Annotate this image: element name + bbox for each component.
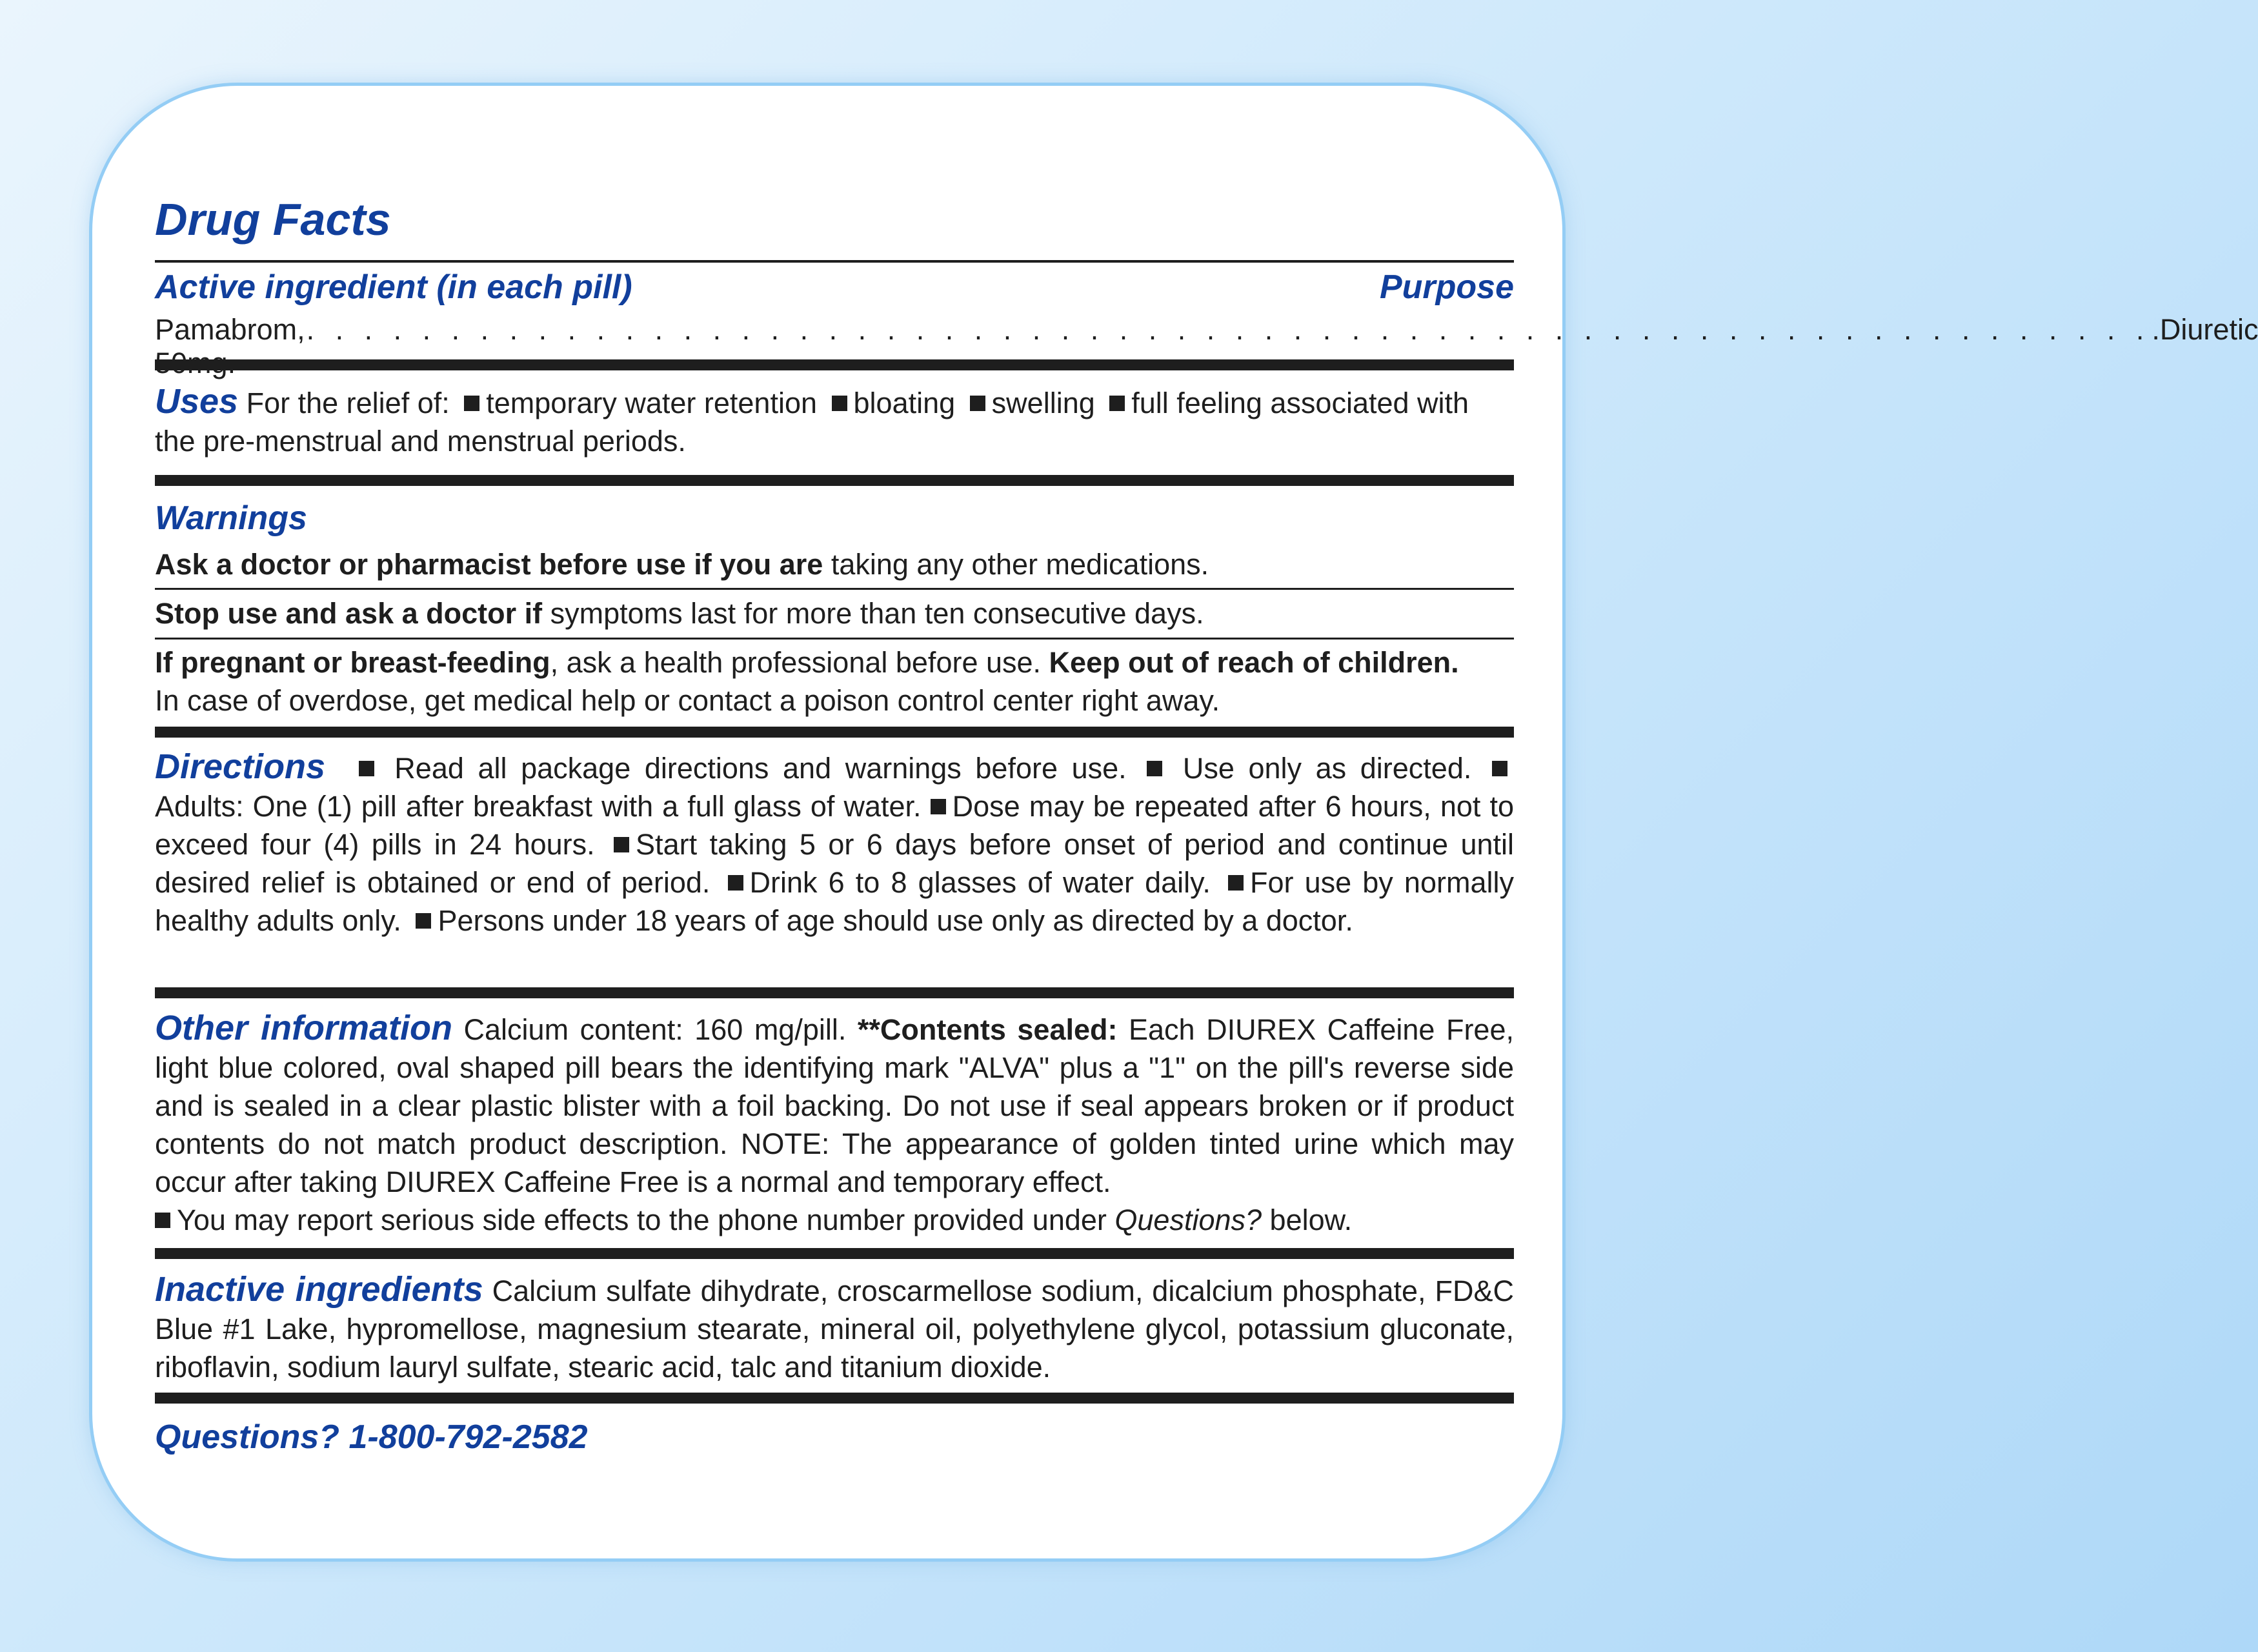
uses-item: swelling bbox=[991, 387, 1095, 419]
contents-sealed-text: Each DIUREX Caffeine Free, light blue colored, oval shaped pill bears the identifying mark "ALVA" plus a "1" on the pill's reverse side and is sealed in a clear plastic blister with a foil backing. Do not use if seal appears broken or if product contents do not match product description. NOTE: The appearance of golden tinted urine which may occur after taking DIUREX Caffeine Free is a normal and temporary effect. bbox=[155, 1013, 1514, 1198]
bullet-square-icon bbox=[464, 396, 479, 411]
drug-facts-card bbox=[89, 83, 2258, 1562]
purpose-heading: Purpose bbox=[1379, 268, 1514, 306]
uses-item: full feeling associated with the pre-menstrual and menstrual periods. bbox=[155, 387, 1469, 458]
report-text: You may report serious side effects to the phone number provided under bbox=[177, 1204, 1115, 1236]
bullet-square-icon bbox=[931, 799, 946, 814]
bullet-square-icon bbox=[728, 875, 743, 891]
directions-heading: Directions bbox=[155, 747, 326, 786]
warnings-heading: Warnings bbox=[155, 499, 307, 537]
other-information-section bbox=[155, 1009, 1514, 1239]
other-information-heading: Other information bbox=[155, 1009, 453, 1047]
warning-keep-bold: Keep out of reach of children. bbox=[1049, 646, 1459, 679]
section-divider bbox=[155, 1393, 1514, 1404]
directions-item: Start taking 5 or 6 days before onset of period and continue until desired relief is obtained or end of period. bbox=[155, 828, 1515, 899]
warning-overdose-text: In case of overdose, get medical help or contact a poison control center right away. bbox=[155, 684, 1220, 717]
bullet-square-icon bbox=[359, 761, 374, 776]
directions-section bbox=[155, 748, 1514, 940]
ingredient-name: Pamabrom, bbox=[155, 313, 305, 346]
warning-stop-bold: Stop use and ask a doctor if bbox=[155, 597, 543, 630]
warning-ask-text: taking any other medications. bbox=[823, 548, 1209, 581]
warning-ask-doctor bbox=[155, 545, 1514, 583]
inactive-ingredients-section bbox=[155, 1271, 1514, 1386]
section-divider bbox=[155, 987, 1514, 998]
warning-stop-use bbox=[155, 594, 1514, 632]
warning-preg-text: , ask a health professional before use. bbox=[550, 646, 1049, 679]
directions-item: Dose may be repeated after 6 hours, not to exceed four (4) pills in 24 hours. bbox=[155, 790, 1514, 861]
directions-item: Drink 6 to 8 glasses of water daily. bbox=[749, 866, 1211, 899]
report-questions-italic: Questions? bbox=[1114, 1204, 1262, 1236]
directions-item: Adults: One (1) pill after breakfast with a full glass of water. bbox=[155, 790, 922, 823]
bullet-square-icon bbox=[1492, 761, 1507, 776]
bullet-square-icon bbox=[832, 396, 847, 411]
uses-item: bloating bbox=[853, 387, 956, 419]
directions-item: For use by normally healthy adults only. bbox=[155, 866, 1514, 937]
bullet-square-icon bbox=[614, 837, 629, 852]
section-divider bbox=[155, 1248, 1514, 1259]
bullet-square-icon bbox=[970, 396, 985, 411]
page-title: Drug Facts bbox=[155, 194, 391, 245]
active-ingredient-header bbox=[155, 268, 1514, 307]
uses-heading: Uses bbox=[155, 382, 239, 421]
directions-item: Use only as directed. bbox=[1182, 752, 1472, 785]
bullet-square-icon bbox=[1147, 761, 1162, 776]
leader-dots: . . . . . . . . . . . . . . . . . . . . . . . . . . . . . . . . . . . . . . . . . . . . . . . . . . . . . . . . . . . . . . . . bbox=[306, 313, 2151, 346]
section-divider bbox=[155, 359, 1514, 370]
uses-item: temporary water retention bbox=[486, 387, 817, 419]
bullet-square-icon bbox=[1228, 875, 1244, 891]
warning-preg-bold: If pregnant or breast-feeding bbox=[155, 646, 550, 679]
section-divider bbox=[155, 475, 1514, 486]
report-end: below. bbox=[1262, 1204, 1353, 1236]
contents-sealed-bold: **Contents sealed: bbox=[857, 1013, 1118, 1046]
warning-stop-text: symptoms last for more than ten consecutive days. bbox=[542, 597, 1204, 630]
divider bbox=[155, 588, 1514, 590]
directions-item: Read all package directions and warnings before use. bbox=[394, 752, 1127, 785]
warning-ask-bold: Ask a doctor or pharmacist before use if you are bbox=[155, 548, 823, 581]
divider bbox=[155, 638, 1514, 640]
warnings-section-header bbox=[155, 499, 1514, 538]
section-divider bbox=[155, 727, 1514, 738]
inactive-ingredients-text: Calcium sulfate dihydrate, croscarmellose sodium, dicalcium phosphate, FD&C Blue #1 Lake, hypromellose, magnesium stearate, mineral oil, polyethylene glycol, potassium gluconate, riboflavin, sodium lauryl sulfate, stearic acid, talc and titanium dioxide. bbox=[155, 1274, 1514, 1384]
warning-pregnant bbox=[155, 643, 1514, 720]
calcium-content: Calcium content: 160 mg/pill. bbox=[452, 1013, 858, 1046]
directions-item: Persons under 18 years of age should use only as directed by a doctor. bbox=[438, 904, 1353, 937]
bullet-square-icon bbox=[155, 1213, 170, 1228]
inactive-ingredients-heading: Inactive ingredients bbox=[155, 1270, 483, 1309]
bullet-square-icon bbox=[416, 913, 431, 929]
ingredient-purpose: .Diuretic bbox=[2152, 313, 2258, 346]
questions-phone: Questions? 1-800-792-2582 bbox=[155, 1418, 588, 1456]
divider bbox=[155, 260, 1514, 263]
uses-section bbox=[155, 383, 1514, 460]
bullet-square-icon bbox=[1109, 396, 1125, 411]
uses-intro: For the relief of: bbox=[246, 387, 450, 419]
active-ingredient-heading: Active ingredient (in each pill) bbox=[155, 268, 632, 306]
